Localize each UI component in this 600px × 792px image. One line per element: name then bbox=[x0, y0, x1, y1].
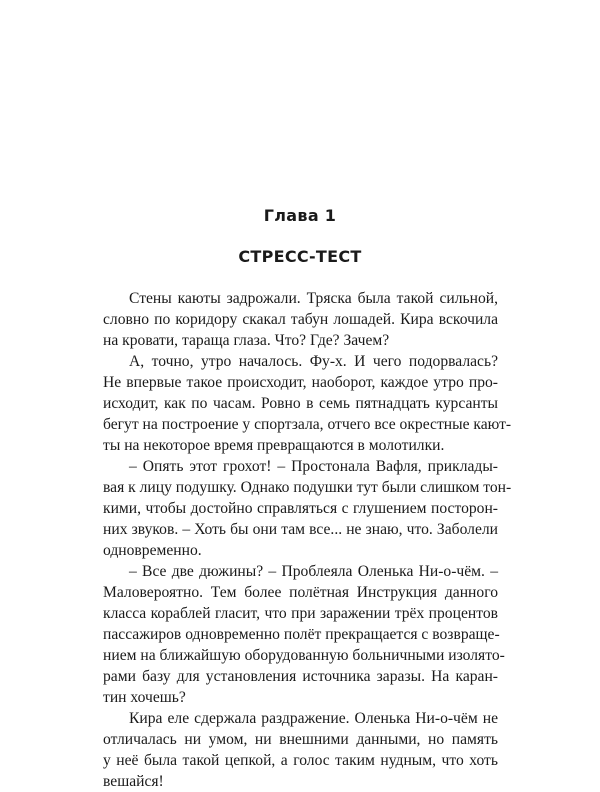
chapter-body-text bbox=[103, 288, 512, 792]
text-line: на кровати, тараща глаза. Что? Где? Зачем? bbox=[103, 332, 390, 349]
text-line: бегут на построение у спортзала, отчего все окрестные кают- bbox=[103, 416, 512, 433]
text-line: тин хочешь? bbox=[103, 689, 186, 706]
text-line: них звуков. – Хоть бы они там все... не знаю, что. Заболели bbox=[103, 521, 498, 538]
text-line: ты на некоторое время превращаются в молотилки. bbox=[103, 437, 445, 454]
text-line: – Опять этот грохот! – Простонала Вафля, приклады- bbox=[129, 458, 498, 475]
text-line: Не впервые такое происходит, наоборот, каждое утро про- bbox=[103, 374, 498, 391]
text-line: Стены каюты задрожали. Тряска была такой сильной, bbox=[129, 290, 498, 307]
text-line: кими, чтобы достойно справляться с глушением посторон- bbox=[103, 500, 498, 517]
text-line: нием на ближайшую оборудованную больничными изолято- bbox=[103, 647, 505, 664]
text-line: рами базу для установления источника заразы. На каран- bbox=[103, 668, 498, 685]
text-line: вая к лицу подушку. Однако подушки тут были слишком тон- bbox=[103, 479, 512, 496]
text-line: исходит, как по часам. Ровно в семь пятнадцать курсанты bbox=[103, 395, 498, 412]
text-line: вешайся! bbox=[103, 773, 164, 790]
text-line: Кира еле сдержала раздражение. Оленька Ни-о-чём не bbox=[129, 710, 498, 727]
text-line: у неё была такой цепкой, а голос таким нудным, что хоть bbox=[103, 752, 498, 769]
text-line: класса кораблей гласит, что при заражении трёх процентов bbox=[103, 605, 498, 622]
text-line: пассажиров одновременно полёт прекращается с возвраще- bbox=[103, 626, 500, 643]
text-line: одновременно. bbox=[103, 542, 202, 559]
text-line: Маловероятно. Тем более полётная Инструкция данного bbox=[103, 584, 498, 601]
text-line: словно по коридору скакал табун лошадей. Кира вскочила bbox=[103, 311, 498, 328]
chapter-number: Глава 1 bbox=[263, 206, 337, 225]
chapter-title: СТРЕСС-ТЕСТ bbox=[238, 247, 362, 266]
text-line: отличалась ни умом, ни внешними данными, но память bbox=[103, 731, 498, 748]
text-line: А, точно, утро началось. Фу-х. И чего подорвалась? bbox=[129, 353, 498, 370]
text-line: – Все две дюжины? – Проблеяла Оленька Ни-о-чём. – bbox=[129, 563, 498, 580]
